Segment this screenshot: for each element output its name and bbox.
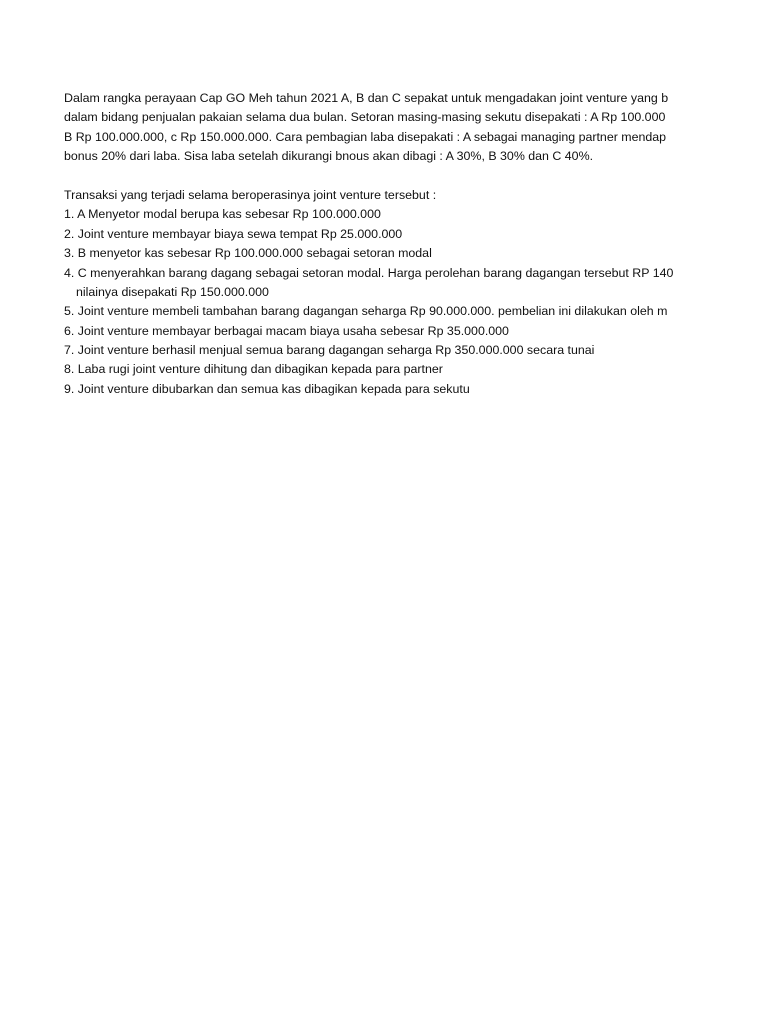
transaction-item-2: 2. Joint venture membayar biaya sewa tempat Rp 25.000.000 xyxy=(64,226,403,241)
transaction-item-9: 9. Joint venture dibubarkan dan semua kas dibagikan kepada para sekutu xyxy=(64,381,470,396)
intro-line-2: dalam bidang penjualan pakaian selama dua bulan. Setoran masing-masing sekutu disepakati : A Rp 100.000 xyxy=(64,110,666,125)
transaction-item-3: 3. B menyetor kas sebesar Rp 100.000.000 sebagai setoran modal xyxy=(64,246,432,261)
intro-line-3: B Rp 100.000.000, c Rp 150.000.000. Cara pembagian laba disepakati : A sebagai managing partner mendap xyxy=(64,129,667,144)
transaction-item-7: 7. Joint venture berhasil menjual semua barang dagangan seharga Rp 350.000.000 secara tunai xyxy=(64,343,595,358)
transaction-item-4: 4. C menyerahkan barang dagang sebagai setoran modal. Harga perolehan barang dagangan tersebut RP 140 xyxy=(64,265,674,280)
transaction-item-6: 6. Joint venture membayar berbagai macam biaya usaha sebesar Rp 35.000.000 xyxy=(64,323,509,338)
transaction-item-4-continued: nilainya disepakati Rp 150.000.000 xyxy=(76,284,269,299)
paragraph-spacer xyxy=(64,167,704,186)
transactions-heading: Transaksi yang terjadi selama beroperasinya joint venture tersebut : xyxy=(64,187,437,202)
transaction-item-5: 5. Joint venture membeli tambahan barang dagangan seharga Rp 90.000.000. pembelian ini dilakukan oleh m xyxy=(64,304,668,319)
document-body xyxy=(64,89,704,399)
intro-line-1: Dalam rangka perayaan Cap GO Meh tahun 2021 A, B dan C sepakat untuk mengadakan joint venture yang b xyxy=(64,91,669,105)
intro-line-4: bonus 20% dari laba. Sisa laba setelah dikurangi bnous akan dibagi : A 30%, B 30% dan C 40%. xyxy=(64,149,594,164)
transaction-item-1: 1. A Menyetor modal berupa kas sebesar Rp 100.000.000 xyxy=(64,207,381,222)
transaction-item-8: 8. Laba rugi joint venture dihitung dan dibagikan kepada para partner xyxy=(64,362,443,377)
